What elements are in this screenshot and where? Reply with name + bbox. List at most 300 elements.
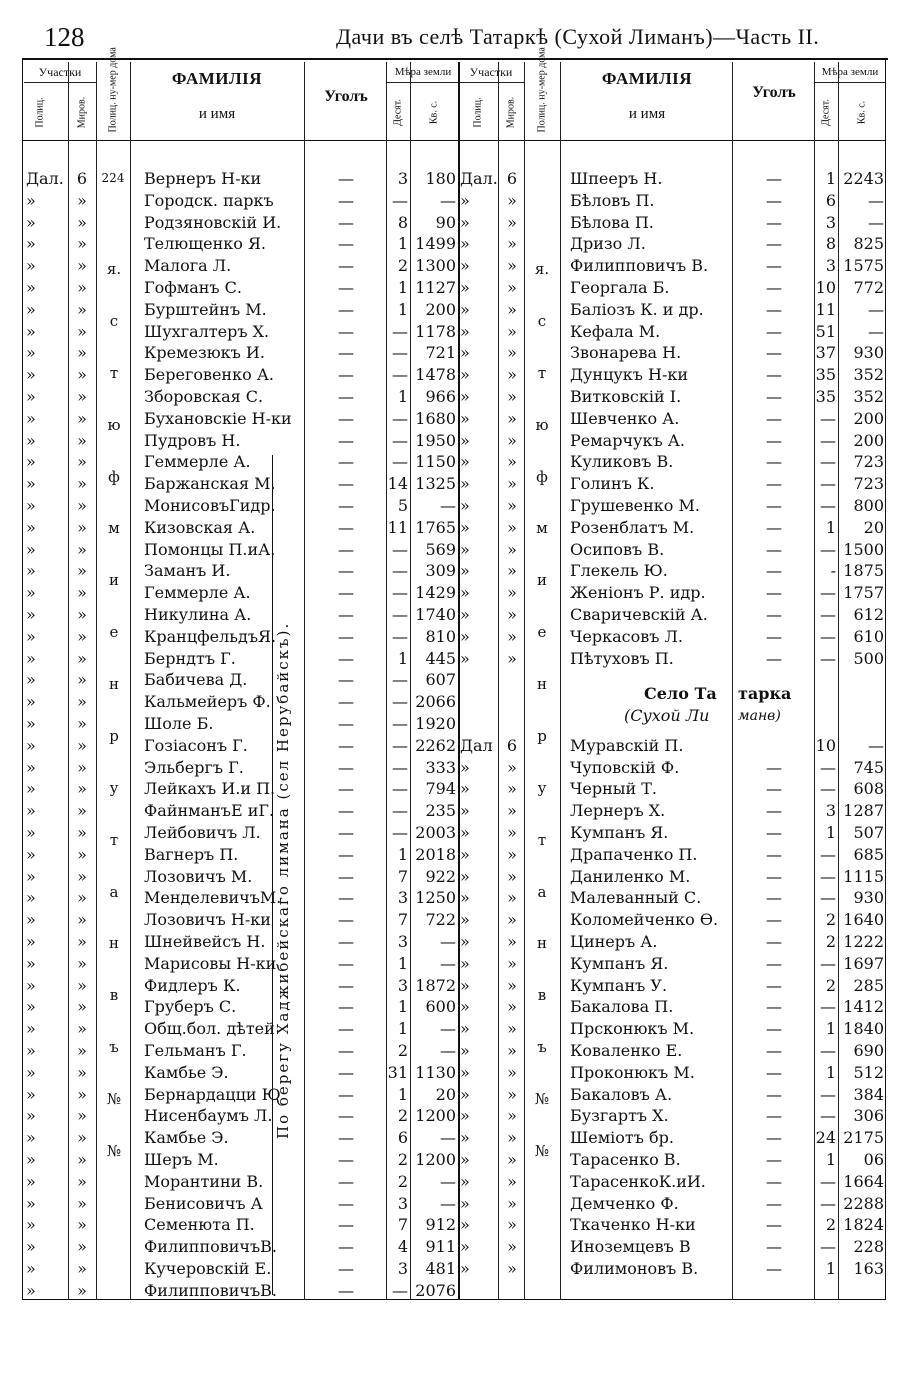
cell-kvs: 930 (853, 888, 884, 908)
cell-desyat: — (392, 561, 408, 581)
cell-kvs: 1740 (415, 605, 456, 624)
cell-name: Груберъ С. (144, 997, 237, 1017)
cell-mirov: » (507, 823, 517, 842)
cell-desyat: — (392, 801, 408, 821)
cell-mirov: » (507, 234, 517, 254)
table-row (0, 560, 884, 582)
table-row (0, 364, 884, 386)
cell-desyat: 2 (825, 910, 836, 930)
cell-desyat: — (392, 539, 408, 559)
cell-polic: » (460, 583, 470, 603)
cell-desyat: 14 (387, 474, 408, 494)
cell-polic: » (460, 278, 470, 297)
cell-name: ТарасенкоК.иИ. (570, 1171, 706, 1191)
cell-name: Дризо Л. (570, 234, 646, 254)
cell-polic: » (26, 1171, 36, 1191)
cell-polic: » (26, 692, 36, 712)
page-header (0, 14, 900, 54)
cell-ugol: — (766, 1084, 782, 1104)
cell-mirov: » (507, 866, 517, 886)
cell-mirov: » (77, 387, 87, 406)
section-sub-left: (Сухой Ли (624, 706, 710, 725)
cell-polic: » (460, 997, 470, 1017)
cell-name: Куликовъ В. (570, 452, 674, 472)
cell-polic: » (26, 801, 36, 821)
cell-mirov: » (507, 474, 517, 494)
cell-name: Шоле Б. (144, 714, 214, 733)
cell-ugol: — (766, 190, 782, 210)
cell-kvs: — (868, 321, 884, 341)
table-row (0, 233, 884, 255)
cell-polic: » (460, 1193, 470, 1213)
cell-kvs: 1680 (415, 408, 456, 428)
cell-kvs: 512 (853, 1062, 884, 1082)
cell-mirov: » (77, 910, 87, 930)
cell-desyat: 7 (397, 910, 408, 930)
cell-polic: » (460, 517, 470, 537)
cell-name: Бакалова П. (570, 997, 674, 1017)
cell-kvs: — (440, 1171, 456, 1191)
cell-name: Кальмейеръ Ф. (144, 692, 271, 712)
table-row (0, 190, 884, 212)
cell-mirov: » (77, 605, 87, 624)
cell-desyat: — (820, 1237, 836, 1257)
cell-name: Черкасовъ Л. (570, 626, 683, 646)
cell-desyat: — (392, 1280, 408, 1300)
cell-name: Бенисовичъ А (144, 1193, 263, 1213)
cell-desyat: 3 (825, 212, 836, 232)
cell-ugol: — (766, 866, 782, 886)
cell-polic: » (26, 343, 36, 363)
cell-ugol: — (766, 844, 782, 864)
cell-polic: » (26, 561, 36, 581)
cell-desyat: 3 (397, 975, 408, 995)
cell-polic: » (26, 1237, 36, 1257)
cell-kvs (838, 691, 884, 713)
cell-polic: » (26, 190, 36, 210)
cell-mirov: » (77, 888, 87, 908)
cell-polic: » (460, 626, 470, 646)
cell-mirov: » (507, 757, 517, 777)
cell-ugol: — (766, 1237, 782, 1257)
cell-mirov: » (507, 1106, 517, 1126)
cell-ugol: — (338, 1128, 354, 1148)
cell-mirov: » (77, 1041, 87, 1060)
cell-name: Никулина А. (144, 605, 252, 624)
cell-kvs: 2175 (843, 1128, 884, 1148)
cell-kvs (838, 713, 884, 735)
cell-mirov: » (507, 910, 517, 930)
cell-ugol: — (338, 496, 354, 515)
spaced-letter: а (537, 882, 547, 901)
cell-mirov: » (77, 517, 87, 537)
cell-name: Бѣловъ П. (570, 190, 655, 210)
cell-desyat: — (392, 583, 408, 603)
cell-desyat: 6 (397, 1128, 408, 1148)
cell-kvs: 235 (425, 801, 456, 821)
cell-desyat: 3 (825, 256, 836, 276)
cell-polic: » (26, 605, 36, 624)
cell-ugol: — (766, 408, 782, 428)
spaced-letter: н (537, 675, 547, 694)
cell-kvs: 1200 (415, 1150, 456, 1169)
cell-polic: » (460, 823, 470, 842)
cell-name: Шухгалтеръ Х. (144, 321, 270, 341)
cell-desyat: — (820, 953, 836, 973)
cell-ugol: — (338, 714, 354, 733)
cell-ugol: — (766, 234, 782, 254)
cell-name: Прсконюкъ М. (570, 1019, 695, 1039)
cell-kvs: — (868, 735, 884, 755)
cell-ugol: — (338, 975, 354, 995)
cell-kvs: 1115 (843, 866, 884, 886)
cell-kvs: 600 (425, 997, 456, 1017)
cell-desyat (812, 669, 836, 691)
table-row (0, 604, 884, 626)
cell-mirov: » (77, 844, 87, 864)
cell-ugol: — (338, 1106, 354, 1126)
cell-kvs: 2018 (415, 844, 456, 864)
cell-kvs: 1429 (415, 583, 456, 603)
cell-kvs: 1127 (415, 278, 456, 297)
cell-name: Розенблатъ М. (570, 517, 695, 537)
cell-house: 224 (101, 171, 125, 185)
cell-desyat: — (820, 474, 836, 494)
cell-mirov: » (507, 496, 517, 515)
cell-mirov: » (507, 932, 517, 951)
cell-ugol: — (766, 365, 782, 385)
cell-desyat: 11 (387, 517, 408, 537)
cell-kvs: 607 (425, 670, 456, 690)
cell-mirov: » (77, 1171, 87, 1191)
cell-polic: » (460, 1259, 470, 1278)
cell-desyat: — (820, 583, 836, 603)
spaced-letter: а (109, 882, 119, 901)
cell-name: Морантини В. (144, 1171, 264, 1191)
cell-name: Лейбовичъ Л. (144, 823, 261, 842)
table-row (0, 539, 884, 561)
cell-desyat: — (392, 779, 408, 799)
spaced-letter: ф (108, 467, 120, 486)
cell-desyat: 2 (397, 1106, 408, 1126)
cell-desyat: 1 (397, 953, 408, 973)
cell-mirov: » (77, 932, 87, 951)
cell-ugol: — (338, 1237, 354, 1257)
cell-kvs: 1875 (843, 561, 884, 581)
cell-polic: » (460, 496, 470, 515)
cell-kvs: 352 (853, 365, 884, 385)
cell-desyat: 2 (397, 256, 408, 276)
cell-kvs: — (440, 190, 456, 210)
cell-mirov: » (507, 626, 517, 646)
cell-polic: » (460, 343, 470, 363)
cell-name: Женіонъ Р. идр. (570, 583, 706, 603)
cell-mirov: » (77, 1019, 87, 1039)
cell-ugol: — (338, 430, 354, 450)
cell-mirov: » (77, 299, 87, 319)
cell-desyat: — (392, 365, 408, 385)
cell-name: Общ.бол. дѣтей (144, 1019, 275, 1039)
section-sub-right: манв) (738, 708, 781, 724)
cell-name: Камбье Э. (144, 1062, 229, 1082)
cell-polic: » (26, 910, 36, 930)
cell-name: ФилипповичъВ. (144, 1237, 278, 1257)
cell-desyat: — (392, 408, 408, 428)
cell-name: Бакаловъ А. (570, 1084, 673, 1104)
spaced-letter: ъ (109, 1038, 119, 1057)
cell-mirov: » (77, 408, 87, 428)
running-title: Дачи въ селѣ Татаркѣ (Сухой Лиманъ)—Часть II. (336, 24, 820, 49)
cell-mirov: » (77, 343, 87, 363)
table-row (0, 517, 884, 539)
cell-ugol: — (338, 1019, 354, 1039)
cell-ugol: — (766, 1106, 782, 1126)
cell-desyat: 2 (397, 1171, 408, 1191)
cell-polic: » (26, 234, 36, 254)
cell-desyat: 1 (397, 997, 408, 1017)
spaced-letter: у (537, 778, 547, 797)
cell-mirov: » (507, 1062, 517, 1082)
spaced-letter: в (109, 986, 119, 1005)
cell-kvs: 1412 (843, 997, 884, 1017)
cell-name: Проконюкъ М. (570, 1062, 695, 1082)
cell-name: Филипповичъ В. (570, 256, 709, 276)
cell-mirov: » (77, 648, 87, 668)
cell-ugol (734, 735, 814, 757)
table-row (0, 408, 884, 430)
cell-polic: » (460, 408, 470, 428)
cell-ugol: — (338, 212, 354, 232)
cell-desyat: 7 (397, 866, 408, 886)
cell-kvs: 911 (425, 1237, 456, 1257)
cell-polic: » (460, 1062, 470, 1082)
cell-ugol: — (338, 583, 354, 603)
cell-kvs: 690 (853, 1041, 884, 1060)
cell-name: Шевченко А. (570, 408, 680, 428)
cell-name: Ремарчукъ А. (570, 430, 685, 450)
cell-name: Шеміотъ бр. (570, 1128, 674, 1148)
cell-ugol: — (766, 1215, 782, 1235)
cell-mirov: » (77, 757, 87, 777)
cell-name: Гозіасонъ Г. (144, 735, 248, 755)
cell-ugol: — (338, 823, 354, 842)
table-row (0, 1149, 884, 1171)
cell-polic: » (460, 365, 470, 385)
cell-mirov: » (77, 779, 87, 799)
spaced-letter: № (534, 1142, 550, 1160)
header-ugol-right: Уголъ (752, 84, 796, 101)
cell-polic: » (26, 1150, 36, 1169)
cell-name: Родзяновскій И. (144, 212, 282, 232)
cell-kvs: 1325 (415, 474, 456, 494)
cell-ugol: — (338, 539, 354, 559)
header-ugol-left: Уголъ (324, 88, 368, 105)
cell-name: Лозовичъ М. (144, 866, 253, 886)
spaced-letter: ю (107, 415, 121, 434)
cell-name: Сваричевскій А. (570, 605, 708, 624)
cell-kvs: 1920 (415, 714, 456, 733)
cell-mirov: » (507, 975, 517, 995)
table-row (0, 277, 884, 299)
group-bracket (266, 455, 273, 1295)
cell-desyat: — (820, 1171, 836, 1191)
table-row (0, 975, 884, 997)
spaced-letter: т (537, 830, 547, 849)
cell-name: Геммерле А. (144, 583, 251, 603)
cell-ugol: — (766, 1259, 782, 1278)
header-desyat-left: Десят. (392, 99, 404, 126)
cell-mirov: » (507, 365, 517, 385)
cell-mirov: 6 (506, 735, 518, 755)
cell-mirov: » (77, 190, 87, 210)
cell-kvs: 966 (425, 387, 456, 406)
cell-mirov: » (77, 321, 87, 341)
cell-ugol: — (338, 1062, 354, 1082)
cell-name: Геммерле А. (144, 452, 251, 472)
table-row (0, 1040, 884, 1062)
table-row (0, 1062, 884, 1084)
cell-ugol: — (338, 474, 354, 494)
cell-ugol: — (338, 866, 354, 886)
cell-ugol: — (338, 801, 354, 821)
cell-name: Малога Л. (144, 256, 232, 276)
cell-mirov: » (507, 1019, 517, 1039)
cell-polic: » (460, 234, 470, 254)
spaced-letter: е (537, 623, 547, 642)
cell-ugol: — (338, 648, 354, 668)
cell-name: Баржанская М. (144, 474, 276, 494)
cell-name: Дунцукъ Н-ки (570, 365, 689, 385)
cell-ugol: — (338, 1084, 354, 1104)
table-row (0, 822, 884, 844)
cell-desyat: 3 (397, 888, 408, 908)
table-row (0, 1193, 884, 1215)
cell-kvs: 1840 (843, 1019, 884, 1039)
spaced-letter: н (109, 675, 119, 694)
cell-polic: » (460, 1041, 470, 1060)
cell-desyat: — (820, 779, 836, 799)
cell-ugol: — (766, 823, 782, 842)
header-uchastki-left: Участки (38, 65, 82, 79)
cell-kvs: 794 (425, 779, 456, 799)
cell-polic: » (26, 365, 36, 385)
cell-ugol: — (766, 801, 782, 821)
cell-mirov: » (507, 430, 517, 450)
cell-kvs: 930 (853, 343, 884, 363)
cell-polic: » (26, 823, 36, 842)
cell-polic: » (26, 1280, 36, 1300)
cell-ugol: — (338, 343, 354, 363)
spaced-letter: т (109, 830, 119, 849)
cell-kvs: 1478 (415, 365, 456, 385)
header-house-right: Полиц. ну-мер дома (536, 47, 548, 133)
cell-desyat: 1 (397, 1019, 408, 1039)
cell-mirov: » (77, 1280, 87, 1300)
cell-polic: » (26, 1106, 36, 1126)
cell-mirov: » (507, 779, 517, 799)
cell-desyat: 1 (825, 1062, 836, 1082)
cell-desyat: 1 (825, 1259, 836, 1278)
table-row (0, 386, 884, 408)
cell-desyat: 24 (815, 1128, 836, 1148)
cell-name: Шпееръ Н. (570, 169, 663, 188)
cell-desyat: — (820, 430, 836, 450)
cell-desyat: 11 (815, 299, 836, 319)
cell-desyat: — (820, 757, 836, 777)
cell-ugol: — (338, 408, 354, 428)
cell-kvs: 1697 (843, 953, 884, 973)
cell-ugol: — (766, 1019, 782, 1039)
cell-name: Грушевенко М. (570, 496, 700, 515)
cell-ugol: — (766, 648, 782, 668)
cell-kvs: 1150 (415, 452, 456, 472)
cell-polic: » (460, 190, 470, 210)
cell-name: Филимоновъ В. (570, 1259, 699, 1278)
cell-desyat: 6 (825, 190, 836, 210)
cell-mirov: » (77, 866, 87, 886)
cell-mirov: » (507, 517, 517, 537)
cell-polic: » (460, 953, 470, 973)
cell-kvs: 228 (853, 1237, 884, 1257)
cell-mirov: » (77, 474, 87, 494)
cell-polic: » (460, 561, 470, 581)
table-row (0, 931, 884, 953)
cell-name: Береговенко А. (144, 365, 275, 385)
table-row (0, 473, 884, 495)
cell-kvs: 721 (425, 343, 456, 363)
cell-polic: » (460, 212, 470, 232)
cell-name: Кремезюкъ И. (144, 343, 265, 363)
cell-name: Бузгартъ Х. (570, 1106, 669, 1126)
cell-mirov: » (77, 823, 87, 842)
cell-ugol: — (338, 932, 354, 951)
header-poln-left: Полиц. (34, 97, 46, 128)
cell-ugol: — (338, 1215, 354, 1235)
cell-mirov: » (77, 1150, 87, 1169)
cell-desyat: — (392, 670, 408, 690)
cell-desyat: 1 (397, 844, 408, 864)
table-row (0, 321, 884, 343)
cell-polic: Дал (460, 735, 493, 755)
cell-desyat: 2 (825, 1215, 836, 1235)
cell-mirov: » (77, 953, 87, 973)
cell-polic: » (26, 757, 36, 777)
cell-mirov: » (507, 844, 517, 864)
cell-mirov: » (77, 365, 87, 385)
cell-desyat: — (392, 321, 408, 341)
spaced-letter: н (109, 934, 119, 953)
cell-name: Кизовская А. (144, 517, 256, 537)
cell-name: Муравскій П. (570, 735, 684, 755)
cell-name: Кумпанъ Я. (570, 823, 669, 842)
cell-name: Иноземцевъ В (570, 1237, 691, 1257)
cell-polic (460, 713, 500, 735)
cell-name: Лозовичъ Н-ки (144, 910, 271, 930)
cell-desyat (812, 713, 836, 735)
cell-mirov: » (507, 888, 517, 908)
cell-kvs: 772 (853, 278, 884, 297)
cell-kvs: 200 (853, 430, 884, 450)
cell-desyat: 8 (825, 234, 836, 254)
cell-kvs: 200 (853, 408, 884, 428)
table-row (0, 866, 884, 888)
cell-mirov: » (507, 212, 517, 232)
cell-name: Витковскій І. (570, 387, 682, 406)
cell-kvs: 500 (853, 648, 884, 668)
cell-mirov: » (77, 626, 87, 646)
cell-kvs: 306 (853, 1106, 884, 1126)
table-row (0, 844, 884, 866)
